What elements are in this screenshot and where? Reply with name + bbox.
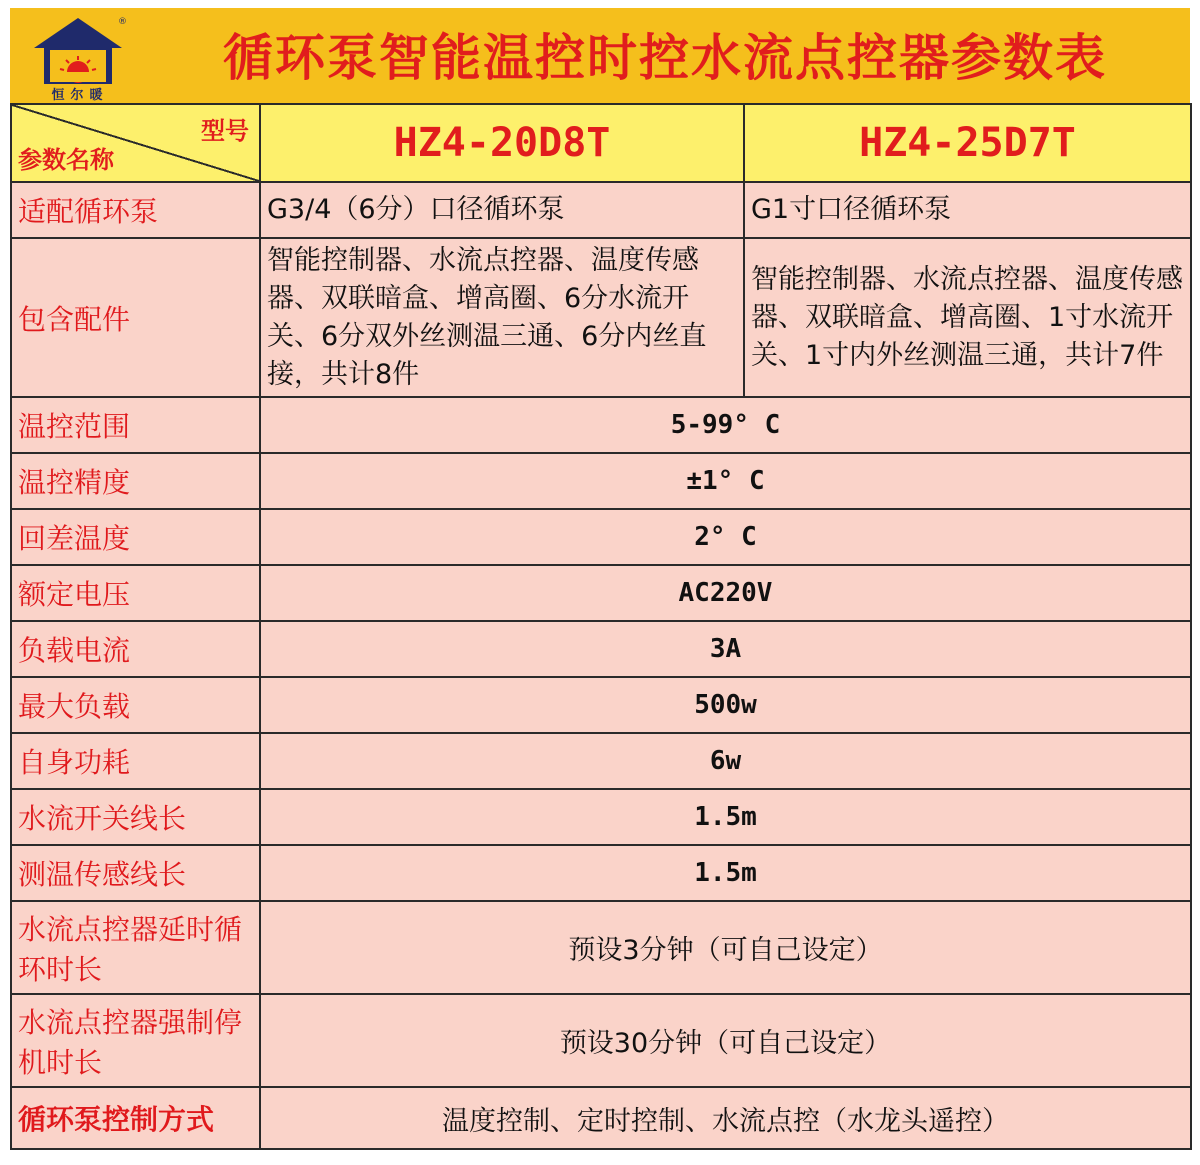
svg-text:®: ® [118, 17, 127, 27]
table-header-row [11, 104, 1191, 182]
house-sun-icon [28, 14, 128, 102]
row-value: 2° C [260, 509, 1191, 565]
row-label: 最大负载 [11, 677, 260, 733]
table-row [11, 845, 1191, 901]
parameter-sheet [10, 8, 1190, 1156]
row-value: AC220V [260, 565, 1191, 621]
table-row [11, 509, 1191, 565]
row-value-model-1: G3/4（6分）口径循环泵 [260, 182, 744, 238]
row-value-model-2: 智能控制器、水流点控器、温度传感器、双联暗盒、增高圈、1寸水流开关、1寸内外丝测温三通，共计7件 [744, 238, 1191, 397]
title-banner [10, 8, 1190, 103]
row-label: 温控范围 [11, 397, 260, 453]
row-label: 额定电压 [11, 565, 260, 621]
model-2-header: HZ4-25D7T [744, 104, 1191, 182]
table-row [11, 733, 1191, 789]
model-1-header: HZ4-20D8T [260, 104, 744, 182]
row-label: 水流开关线长 [11, 789, 260, 845]
row-value-model-1: 智能控制器、水流点控器、温度传感器、双联暗盒、增高圈、6分水流开关、6分双外丝测温三通、6分内丝直接，共计8件 [260, 238, 744, 397]
table-row [11, 994, 1191, 1087]
table-row [11, 677, 1191, 733]
table-row [11, 238, 1191, 397]
table-row [11, 789, 1191, 845]
row-value-model-2: G1寸口径循环泵 [744, 182, 1191, 238]
row-value: 1.5m [260, 789, 1191, 845]
row-value: ±1° C [260, 453, 1191, 509]
row-label: 水流点控器强制停机时长 [11, 994, 260, 1087]
row-value: 6w [260, 733, 1191, 789]
parameter-table [10, 103, 1192, 1150]
header-corner-cell [11, 104, 260, 182]
row-value: 1.5m [260, 845, 1191, 901]
logo-text: 恒尔暖 [51, 88, 109, 103]
row-label: 温控精度 [11, 453, 260, 509]
table-row [11, 621, 1191, 677]
table-row [11, 453, 1191, 509]
table-row [11, 901, 1191, 994]
row-label: 回差温度 [11, 509, 260, 565]
row-label: 包含配件 [11, 238, 260, 397]
row-value: 预设30分钟（可自己设定） [260, 994, 1191, 1087]
row-value: 温度控制、定时控制、水流点控（水龙头遥控） [260, 1087, 1191, 1149]
row-label: 水流点控器延时循环时长 [11, 901, 260, 994]
row-value: 500w [260, 677, 1191, 733]
table-row [11, 182, 1191, 238]
row-value: 5-99° C [260, 397, 1191, 453]
row-value: 预设3分钟（可自己设定） [260, 901, 1191, 994]
row-label: 循环泵控制方式 [11, 1087, 260, 1149]
row-label: 适配循环泵 [11, 182, 260, 238]
table-row [11, 1087, 1191, 1149]
row-label: 负载电流 [11, 621, 260, 677]
table-row [11, 565, 1191, 621]
row-label: 测温传感线长 [11, 845, 260, 901]
param-header-label: 参数名称 [18, 146, 114, 174]
table-row [11, 397, 1191, 453]
model-header-label: 型号 [201, 117, 249, 145]
page-title: 循环泵智能温控时控水流点控器参数表 [223, 29, 1107, 87]
row-label: 自身功耗 [11, 733, 260, 789]
row-value: 3A [260, 621, 1191, 677]
